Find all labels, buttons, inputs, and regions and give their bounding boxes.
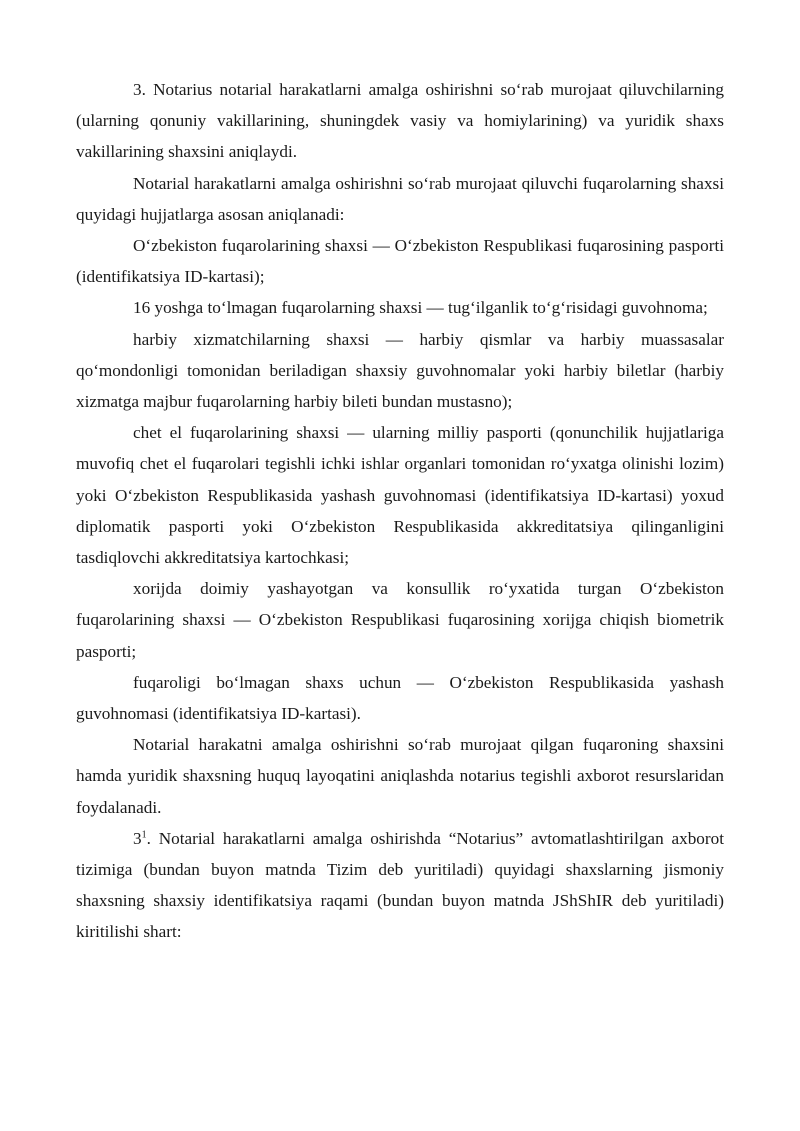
paragraph-citizens-abroad: xorijda doimiy yashayotgan va konsullik ro‘yxatida turgan O‘zbekiston fuqarolarining shaxsi — O‘zbekiston Respublikasi fuqarosining xorijga chiqish biometrik pasporti; [76, 579, 724, 661]
paragraph-clause-3-1 [76, 823, 724, 948]
paragraph-identity-documents-intro: Notarial harakatlarni amalga oshirishni so‘rab murojaat qiluvchi fuqarolarning shaxsi quyidagi hujjatlarga asosan aniqlanadi: [76, 173, 724, 224]
paragraph-military: harbiy xizmatchilarning shaxsi — harbiy qismlar va harbiy muassasalar qo‘mondonligi tomonidan beriladigan shaxsiy guvohnomalar yoki harbiy biletlar (harbiy xizmatga majbur fuqarolarning harbiy bileti bundan mustasno); [76, 329, 724, 412]
paragraph-stateless: fuqaroligi bo‘lmagan shaxs uchun — O‘zbekiston Respublikasida yashash guvohnomasi (identifikatsiya ID-kartasi). [76, 672, 724, 724]
paragraph-foreign-citizens: chet el fuqarolarining shaxsi — ularning milliy pasporti (qonunchilik hujjatlariga muvofiq chet el fuqarolari tegishli ichki ishlar organlari tomonidan ro‘yxatga olinishi lozim) yoki O‘zbekiston Respublikasida yashash guvohnomasi (identifikatsiya ID-kartasi) yoxud diplomatik pasporti yoki O‘zbekiston Respublikasida akkreditatsiya qilinganligini tasdiqlovchi akkreditatsiya kartochkasi; [76, 423, 724, 568]
paragraph-information-resources: Notarial harakatni amalga oshirishni so‘rab murojaat qilgan fuqaroning shaxsini hamda yuridik shaxsning huquq layoqatini aniqlashda notarius tegishli axborot resurslaridan foydalanadi. [76, 735, 724, 817]
document-body [76, 74, 724, 948]
paragraph-uzbek-citizens: O‘zbekiston fuqarolarining shaxsi — O‘zbekiston Respublikasi fuqarosining pasporti (identifikatsiya ID-kartasi); [76, 236, 724, 287]
clause-superscript: 1 [141, 829, 147, 841]
clause-3-1-text: . Notarial harakatlarni amalga oshirishda “Notarius” avtomatlashtirilgan axborot tizimiga (bundan buyon matnda Tizim deb yuritiladi) quyidagi shaxslarning jismoniy shaxsning shaxsiy identifikatsiya raqami (bundan buyon matnda JShShIR deb yuritiladi) kiritilishi shart: [76, 828, 724, 942]
clause-number: 3 [133, 828, 142, 848]
paragraph-clause-3: 3. Notarius notarial harakatlarni amalga oshirishni so‘rab murojaat qiluvchilarning (ularning qonuniy vakillarining, shuningdek vasiy va homiylarining) va yuridik shaxs vakillarining shaxsini aniqlaydi. [76, 80, 724, 162]
paragraph-under-16: 16 yoshga to‘lmagan fuqarolarning shaxsi — tug‘ilganlik to‘g‘risidagi guvohnoma; [133, 298, 708, 318]
